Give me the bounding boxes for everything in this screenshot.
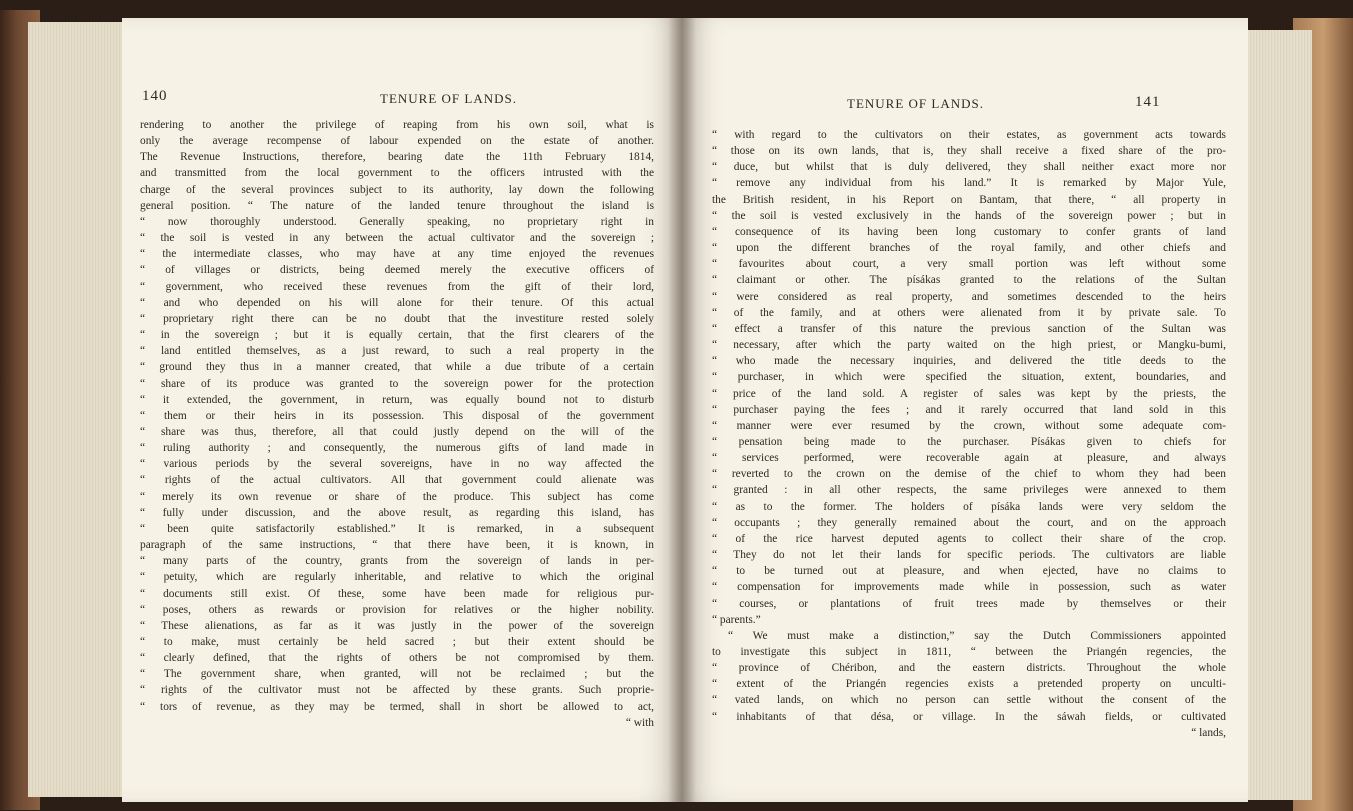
text-line: “ parents.” xyxy=(712,613,761,626)
text-line: “ claimant or other. The písákas granted to the relations of the Sultan xyxy=(712,274,1226,287)
text-line: “ manner were ever resumed by the crown, without some adequate com- xyxy=(712,419,1226,432)
text-line: “ rights of the actual cultivators. All that government could alienate was xyxy=(140,474,654,487)
text-line: and transmitted from the local government to the officers intrusted with the xyxy=(140,167,654,180)
text-line: “ poses, others as rewards or provision for relatives or the higher nobility. xyxy=(140,603,654,616)
text-line: “ of villages or districts, being deemed merely the executive officers of xyxy=(140,264,654,277)
text-line: “ as to the former. The holders of písáka lands were very seldom the xyxy=(712,500,1226,513)
text-line: “ compensation for improvements made while in possession, such as water xyxy=(712,581,1226,594)
text-line: “ purchaser, in which were specified the situation, extent, boundaries, and xyxy=(712,371,1226,384)
text-line: The Revenue Instructions, therefore, bearing date the 11th February 1814, xyxy=(140,151,654,164)
text-line: “ were considered as real property, and sometimes descended to the heirs xyxy=(712,290,1226,303)
text-line: the British resident, in his Report on Bantam, that there, “ all property in xyxy=(712,193,1226,206)
body-text xyxy=(140,117,654,731)
text-line: only the average recompense of labour expended on the estate of another. xyxy=(140,135,654,148)
text-line: “ share was thus, therefore, all that could justly depend on the will of the xyxy=(140,425,654,438)
text-line: “ been quite satisfactorily established.” It is remarked, in a subsequent xyxy=(140,522,654,535)
page-edges-right xyxy=(1240,30,1312,800)
text-line: “ inhabitants of that désa, or village. In the sáwah fields, or cultivated xyxy=(712,710,1226,723)
running-head-left xyxy=(122,88,682,110)
text-line: “ to be turned out at pleasure, and when ejected, have no claims to xyxy=(712,565,1226,578)
text-line: “ government, who received these revenues from the gift of their lord, xyxy=(140,280,654,293)
text-line: “ with regard to the cultivators on their estates, as government acts towards xyxy=(712,129,1226,141)
text-line: “ We must make a distinction,” say the Dutch Commissioners appointed xyxy=(728,629,1226,642)
text-line: “ of the rice harvest deputed agents to collect their share of the crop. xyxy=(712,532,1226,545)
text-line: “ who made the necessary inquiries, and delivered the title deeds to the xyxy=(712,355,1226,368)
text-line: “ now thoroughly understood. Generally speaking, no proprietary right in xyxy=(140,215,654,228)
page-number: 141 xyxy=(1135,94,1161,110)
text-line: “ them or their heirs in its possession. This disposal of the government xyxy=(140,409,654,422)
running-head-title: TENURE OF LANDS. xyxy=(380,91,517,106)
text-line: “ granted : in all other respects, the same privileges were annexed to them xyxy=(712,484,1226,497)
left-page xyxy=(122,18,682,802)
text-line: “ duce, but whilst that is duly delivered, they shall neither exact more nor xyxy=(712,161,1226,174)
text-line: “ province of Chéribon, and the eastern districts. Throughout the whole xyxy=(712,662,1226,675)
text-line: “ share of its produce was granted to the sovereign power for the protection xyxy=(140,377,654,390)
text-line: general position. “ The nature of the landed tenure throughout the island is xyxy=(140,199,654,212)
text-line: charge of the several provinces subject to its authority, lay down the following xyxy=(140,183,654,196)
text-line: “ ruling authority ; and consequently, the numerous gifts of land made in xyxy=(140,442,654,455)
text-line: “ proprietary right there can be no doubt that the investiture rested solely xyxy=(140,312,654,325)
text-line: “ clearly defined, that the rights of others be not compromised by them. xyxy=(140,652,654,665)
text-line: “ upon the different branches of the royal family, and other chiefs and xyxy=(712,242,1226,255)
text-line: “ These alienations, as far as it was justly in the power of the sovereign xyxy=(140,619,654,632)
text-line: paragraph of the same instructions, “ that there have been, it is known, in xyxy=(140,539,654,552)
text-line: “ and who depended on his will alone for their tenure. Of this actual xyxy=(140,296,654,309)
text-line: “ fully under discussion, and the above result, as regarding this island, has xyxy=(140,506,654,519)
text-line: “ vated lands, on which no person can settle without the consent of the xyxy=(712,694,1226,707)
text-line: “ extent of the Priangén regencies exists a pretended property on unculti- xyxy=(712,678,1226,691)
text-line: “ rights of the cultivator must not be affected by these grants. Such proprie- xyxy=(140,684,654,697)
page-number: 140 xyxy=(142,88,168,104)
text-line: “ it extended, the government, in return, was equally bound not to disturb xyxy=(140,393,654,406)
text-line: “ occupants ; they generally remained about the court, and on the approach xyxy=(712,516,1226,529)
running-head-title: TENURE OF LANDS. xyxy=(847,96,984,111)
text-line: “ price of the land sold. A register of sales was kept by the priests, the xyxy=(712,387,1226,400)
text-line: “ the soil is vested in any between the actual cultivator and the sovereign ; xyxy=(140,232,654,245)
catchword: “ with xyxy=(625,716,654,729)
text-line: “ many parts of the country, grants from the sovereign of lands in per- xyxy=(140,555,654,568)
text-line: “ necessary, after which the party waited on the high priest, or Mangku-bumi, xyxy=(712,339,1226,352)
text-line: “ various periods by the several sovereigns, have in no way affected the xyxy=(140,458,654,471)
catchword: “ lands, xyxy=(1191,726,1226,739)
text-line: “ The government share, when granted, will not be reclaimed ; but the xyxy=(140,668,654,681)
text-line: “ favourites about court, a very small portion was left without some xyxy=(712,258,1226,271)
text-line: “ They do not let their lands for specific periods. The cultivators are liable xyxy=(712,549,1226,562)
text-line: rendering to another the privilege of reaping from his own soil, what is xyxy=(140,119,654,131)
text-line: “ the soil is vested exclusively in the hands of the sovereign power ; but in xyxy=(712,209,1226,222)
text-line: “ effect a transfer of this nature the previous sanction of the Sultan was xyxy=(712,322,1226,335)
text-line: “ documents still exist. Of these, some have been made for religious pur- xyxy=(140,587,654,600)
running-head-right xyxy=(682,88,1248,110)
text-line: “ services performed, were recoverable again at pleasure, and always xyxy=(712,452,1226,465)
text-line: “ of the family, and at others were alienated from it by private sale. To xyxy=(712,306,1226,319)
right-page xyxy=(682,18,1248,802)
text-line: “ merely its own revenue or share of the produce. This subject has come xyxy=(140,490,654,503)
text-line: “ ground they thus in a manner created, that while a due tribute of a certain xyxy=(140,361,654,374)
text-line: “ pensation being made to the purchaser. Písákas given to chiefs for xyxy=(712,435,1226,448)
text-line: to investigate this subject in 1811, “ between the Priangén regencies, the xyxy=(712,646,1226,658)
text-line: “ tors of revenue, as they may be termed, shall in short be allowed to act, xyxy=(140,700,654,713)
book-gutter xyxy=(668,18,696,802)
text-line: “ courses, or plantations of fruit trees made by themselves or their xyxy=(712,597,1226,610)
text-line: “ remove any individual from his land.” It is remarked by Major Yule, xyxy=(712,177,1226,190)
text-line: “ consequence of its having been long customary to confer grants of land xyxy=(712,225,1226,238)
text-line: “ the intermediate classes, who may have at any time enjoyed the revenues xyxy=(140,248,654,261)
text-line: “ purchaser paying the fees ; and it rarely occurred that land sold in this xyxy=(712,403,1226,416)
text-line: “ petuity, which are regularly inheritable, and relative to which the original xyxy=(140,571,654,584)
text-line: “ land entitled themselves, as a just reward, to such a real property in the xyxy=(140,345,654,358)
text-line: “ those on its own lands, that is, they shall receive a fixed share of the pro- xyxy=(712,145,1226,158)
text-line: “ reverted to the crown on the demise of the chief to whom they had been xyxy=(712,468,1226,481)
body-text xyxy=(712,127,1226,741)
text-line: “ in the sovereign ; but it is equally certain, that the first clearers of the xyxy=(140,329,654,342)
text-line: “ to make, must certainly be held sacred ; but their extent should be xyxy=(140,636,654,648)
